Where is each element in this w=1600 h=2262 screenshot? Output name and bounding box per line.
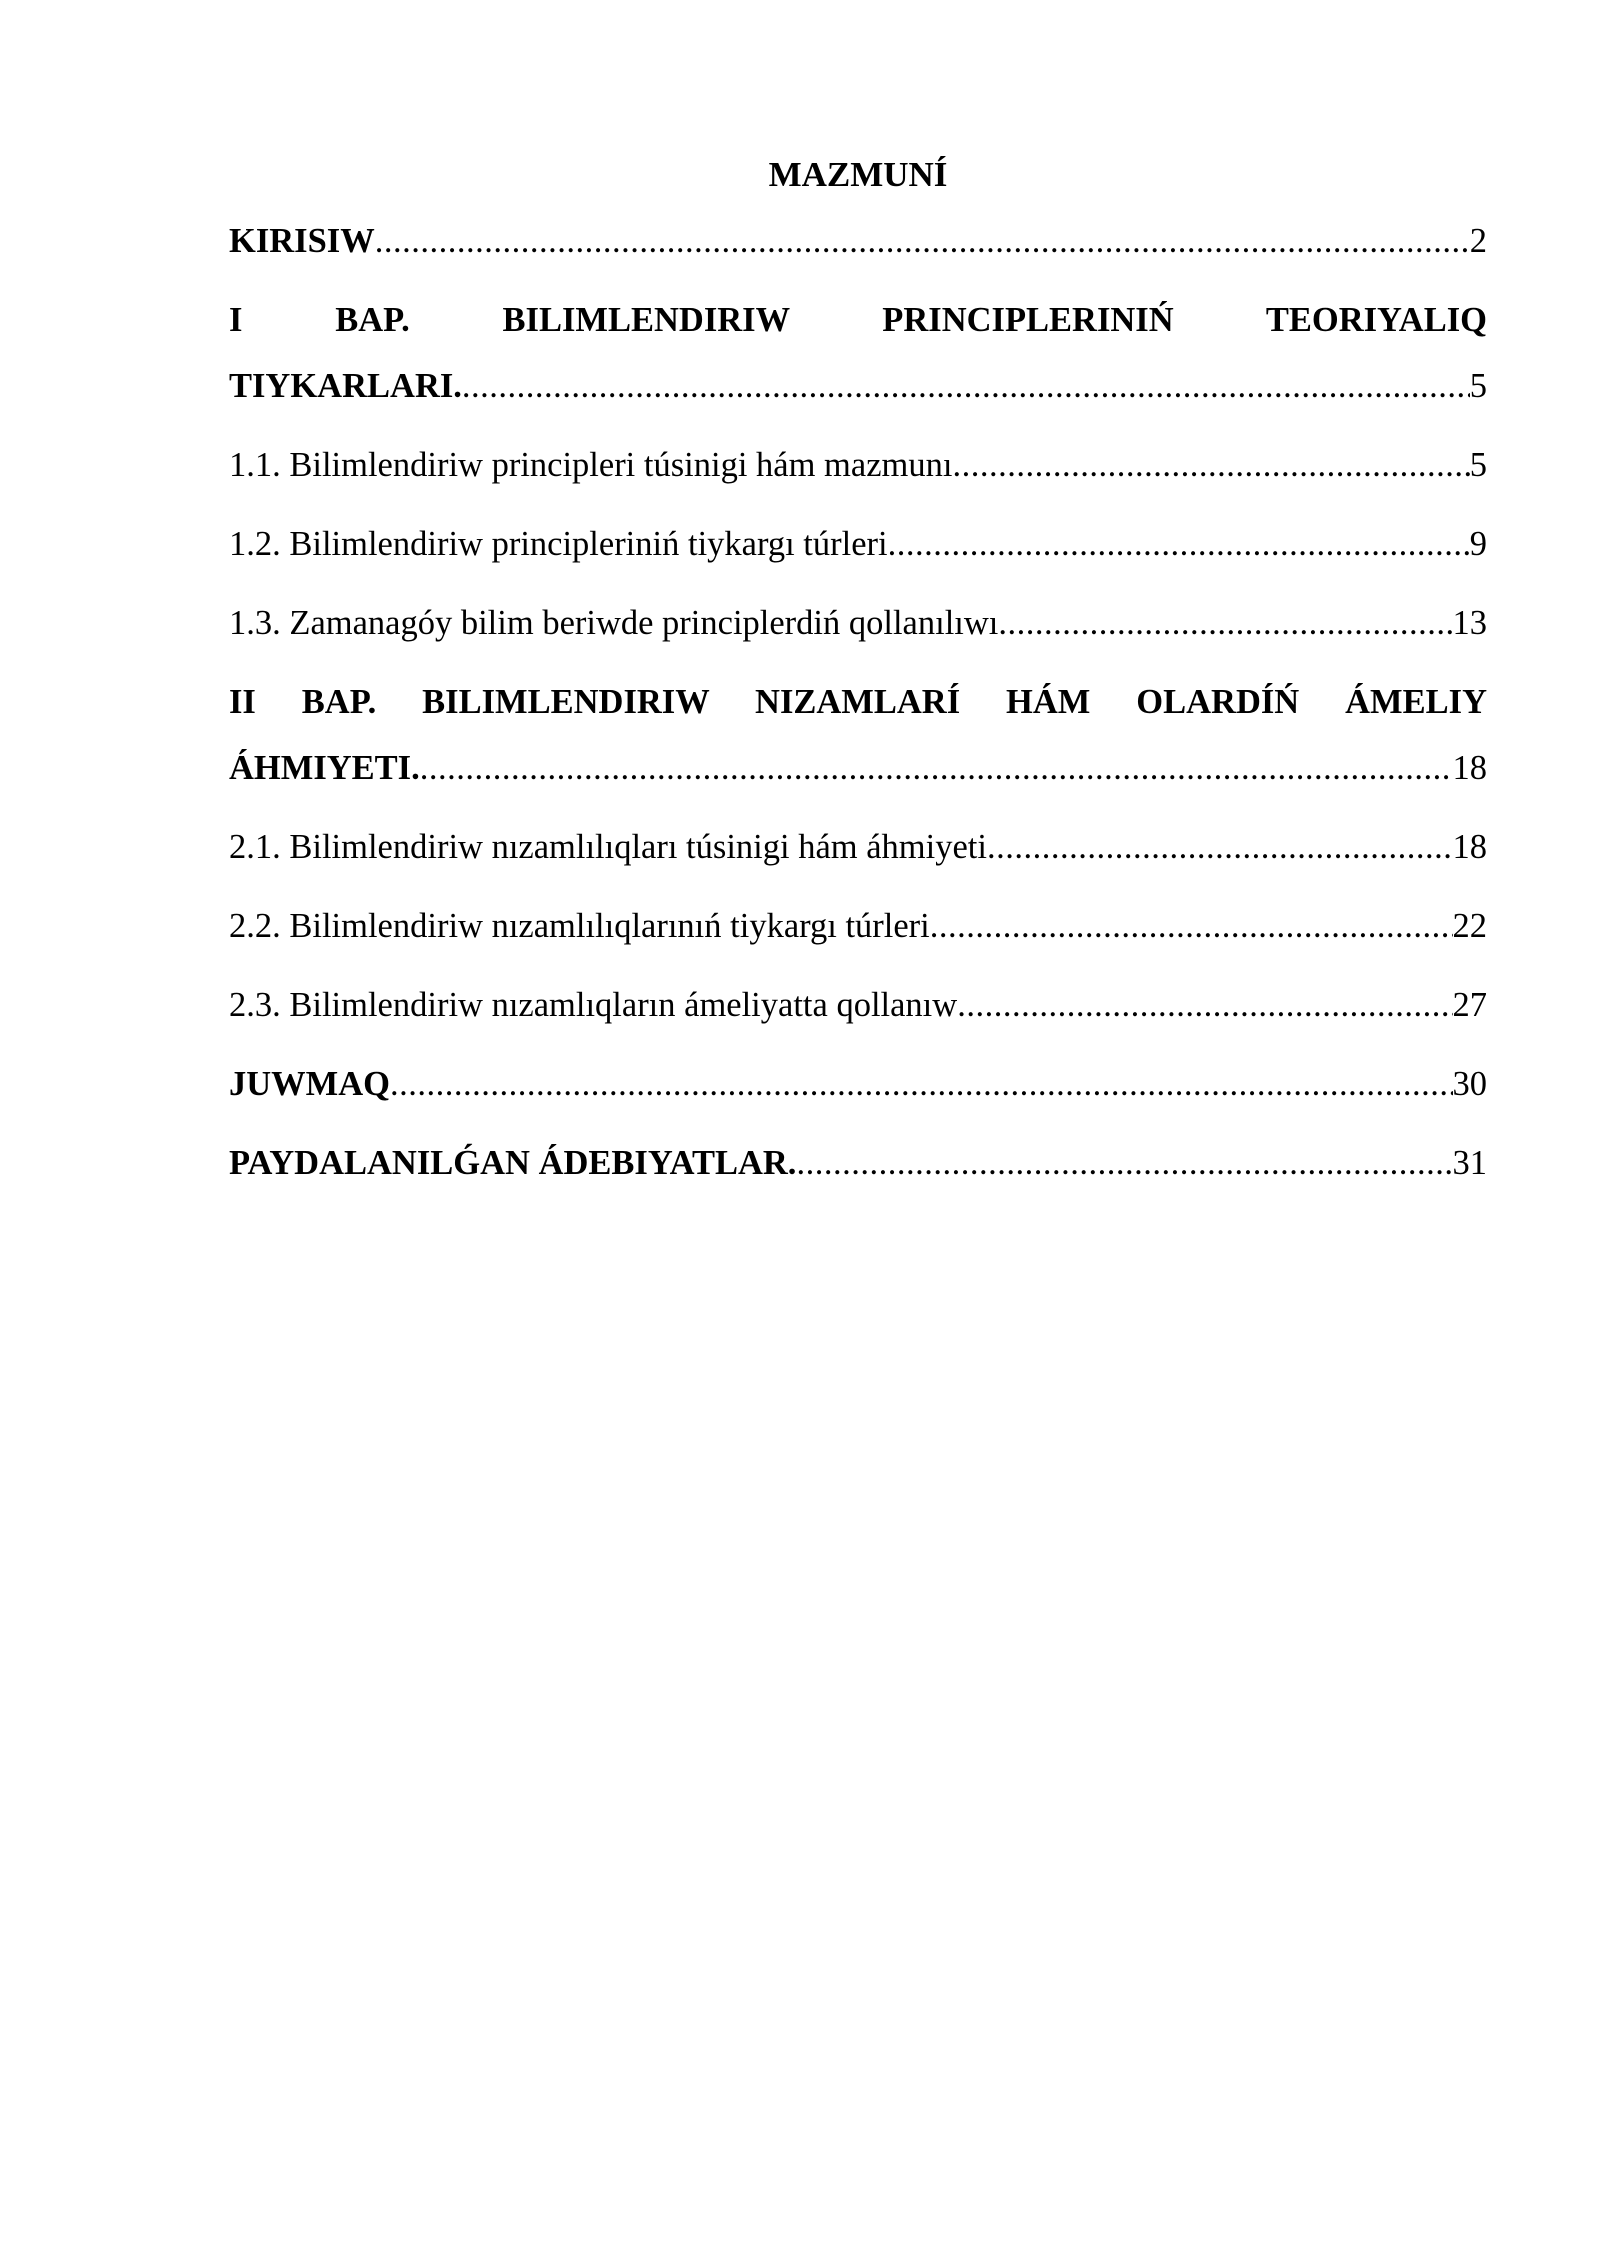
toc-entry-page: 5 (1469, 367, 1487, 405)
toc-entry-1-1[interactable] (229, 440, 1487, 490)
toc-entry-chapter-1[interactable] (229, 295, 1487, 411)
toc-entry-label: 1.3. Zamanagóy bilim beriwde principlerdiń qollanılıwı (229, 604, 999, 642)
dot-leader (462, 361, 1470, 411)
toc-entry-page: 18 (1452, 749, 1487, 787)
toc-entry-juwmaq[interactable] (229, 1059, 1487, 1109)
toc-entry-2-1[interactable] (229, 822, 1487, 872)
dot-leader (390, 1059, 1453, 1109)
dot-leader (888, 519, 1470, 569)
dot-leader (998, 598, 1452, 648)
dot-leader (930, 901, 1453, 951)
dot-leader (957, 980, 1452, 1030)
toc-entry-page: 22 (1452, 907, 1487, 945)
toc-entry-page: 9 (1469, 525, 1487, 563)
toc-entry-label: 2.3. Bilimlendiriw nızamlıqların ámeliyatta qollanıw (229, 986, 958, 1024)
toc-entry-label: 1.1. Bilimlendiriw principleri túsinigi hám mazmunı (229, 446, 953, 484)
toc-entry-label: 1.2. Bilimlendiriw principleriniń tiykargı túrleri (229, 525, 888, 563)
toc-entry-chapter-2[interactable] (229, 677, 1487, 793)
toc-entry-label: 2.2. Bilimlendiriw nızamlılıqlarınıń tiykargı túrleri (229, 907, 930, 945)
toc-entry-1-2[interactable] (229, 519, 1487, 569)
toc-entry-page: 27 (1452, 986, 1487, 1024)
toc-entry-2-3[interactable] (229, 980, 1487, 1030)
toc-entry-2-2[interactable] (229, 901, 1487, 951)
toc-entry-page: 18 (1452, 828, 1487, 866)
dot-leader (375, 216, 1470, 266)
toc-entry-label-line1: II BAP. BILIMLENDIRIW NIZAMLARÍ HÁM OLARDÍŃ ÁMELIY (229, 683, 1487, 721)
dot-leader (987, 822, 1453, 872)
toc-entry-label-line2: TIYKARLARI. (229, 367, 462, 405)
toc-entry-label-line2: ÁHMIYETI. (229, 749, 420, 787)
toc-entry-page: 30 (1452, 1065, 1487, 1103)
toc-entry-label: 2.1. Bilimlendiriw nızamlılıqları túsinigi hám áhmiyeti (229, 828, 987, 866)
toc-entry-page: 2 (1469, 222, 1487, 260)
toc-entry-label: PAYDALANILǴAN ÁDEBIYATLAR. (229, 1144, 797, 1182)
dot-leader (420, 743, 1453, 793)
table-of-contents (229, 150, 1487, 1217)
toc-title: MAZMUNÍ (768, 155, 948, 194)
dot-leader (952, 440, 1469, 490)
toc-entry-page: 13 (1452, 604, 1487, 642)
toc-entry-page: 5 (1469, 446, 1487, 484)
dot-leader (796, 1138, 1452, 1188)
toc-entry-label: KIRISIW (229, 222, 375, 260)
toc-entry-label: JUWMAQ (229, 1065, 390, 1103)
toc-entry-1-3[interactable] (229, 598, 1487, 648)
toc-entry-references[interactable] (229, 1138, 1487, 1188)
toc-entry-kirisiw[interactable] (229, 216, 1487, 266)
toc-entry-label-line1: I BAP. BILIMLENDIRIW PRINCIPLERINIŃ TEORIYALIQ (229, 301, 1487, 339)
toc-entry-page: 31 (1452, 1144, 1487, 1182)
